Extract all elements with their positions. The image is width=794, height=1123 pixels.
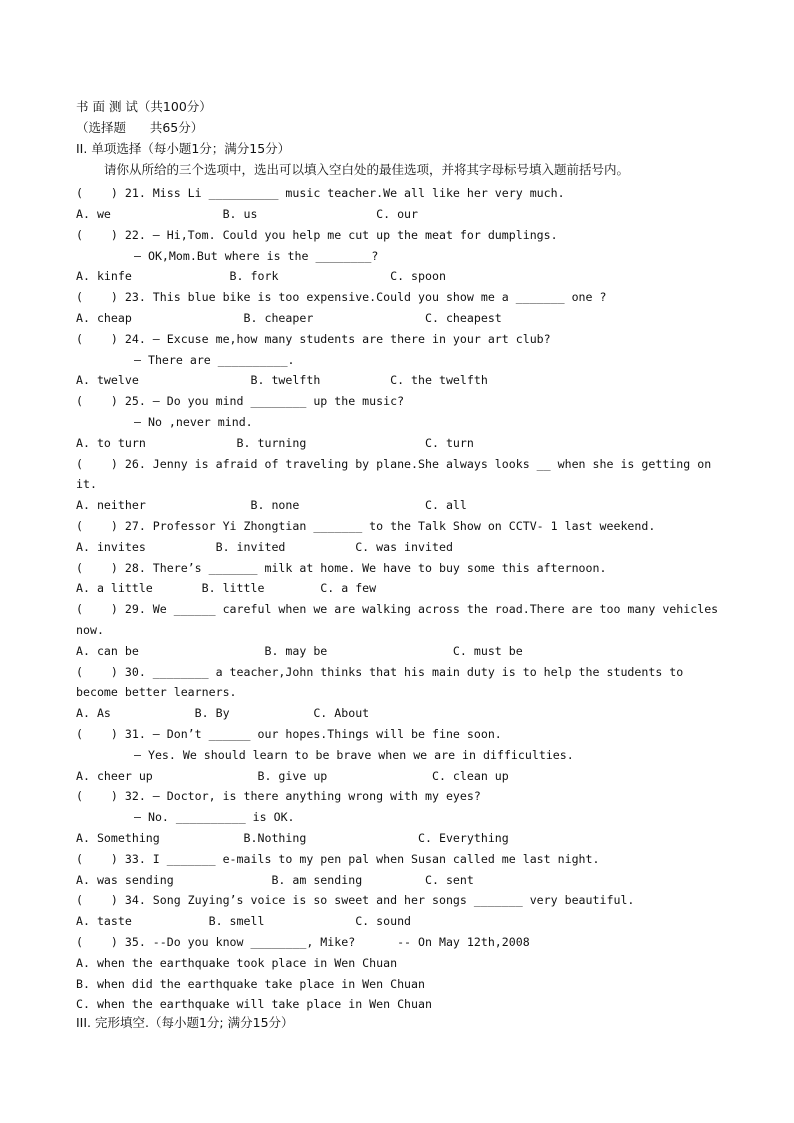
question-33-stem: ( ) 33. I _______ e-mails to my pen pal when Susan called me last night. [76, 852, 600, 866]
section-label: （选择题 共65分） [76, 120, 204, 135]
question-21-stem: ( ) 21. Miss Li __________ music teacher.We all like her very much. [76, 186, 565, 200]
question-27-options: A. invites B. invited C. was invited [76, 540, 453, 554]
question-26-stem: ( ) 26. Jenny is afraid of traveling by plane.She always looks __ when she is getting on [76, 457, 712, 471]
question-30-options: A. As B. By C. About [76, 706, 370, 720]
question-26-stem-2: it. [76, 477, 97, 491]
question-33-options: A. was sending B. am sending C. sent [76, 873, 474, 887]
question-22-options: A. kinfe B. fork C. spoon [76, 269, 446, 283]
question-23-stem: ( ) 23. This blue bike is too expensive.Could you show me a _______ one ? [76, 290, 607, 304]
question-35-option-c: C. when the earthquake will take place in Wen Chuan [76, 997, 432, 1011]
question-31-stem: ( ) 31. – Don’t ______ our hopes.Things will be fine soon. [76, 727, 502, 741]
question-35-option-a: A. when the earthquake took place in Wen Chuan [76, 956, 398, 970]
question-24-options: A. twelve B. twelfth C. the twelfth [76, 373, 488, 387]
question-29-stem-2: now. [76, 623, 104, 637]
part2-instruction: 请你从所给的三个选项中，选出可以填入空白处的最佳选项，并将其字母标号填入题前括号内。 [104, 162, 630, 177]
question-24-stem-2: – There are __________. [134, 353, 295, 367]
question-27-stem: ( ) 27. Professor Yi Zhongtian _______ to the Talk Show on CCTV- 1 last weekend. [76, 519, 656, 533]
question-28-options: A. a little B. little C. a few [76, 581, 377, 595]
question-25-options: A. to turn B. turning C. turn [76, 436, 474, 450]
question-25-stem: ( ) 25. – Do you mind ________ up the music? [76, 394, 405, 408]
question-26-options: A. neither B. none C. all [76, 498, 467, 512]
question-34-stem: ( ) 34. Song Zuying’s voice is so sweet and her songs _______ very beautiful. [76, 893, 635, 907]
question-25-stem-2: – No ,never mind. [134, 415, 253, 429]
part2-title: II. 单项选择（每小题1分；满分15分） [76, 141, 291, 156]
question-21-options: A. we B. us C. our [76, 207, 419, 221]
question-29-options: A. can be B. may be C. must be [76, 644, 523, 658]
question-30-stem-2: become better learners. [76, 685, 237, 699]
question-29-stem: ( ) 29. We ______ careful when we are walking across the road.There are too many vehicles [76, 602, 719, 616]
question-32-stem: ( ) 32. – Doctor, is there anything wrong with my eyes? [76, 789, 481, 803]
question-35-stem: ( ) 35. --Do you know ________, Mike? -- On May 12th,2008 [76, 935, 530, 949]
question-28-stem: ( ) 28. There’s _______ milk at home. We have to buy some this afternoon. [76, 561, 607, 575]
part3-title: III. 完形填空.（每小题1分; 满分15分） [76, 1015, 294, 1030]
question-22-stem-2: – OK,Mom.But where is the ________? [134, 249, 379, 263]
question-31-options: A. cheer up B. give up C. clean up [76, 769, 509, 783]
question-30-stem: ( ) 30. ________ a teacher,John thinks that his main duty is to help the students to [76, 665, 684, 679]
question-22-stem: ( ) 22. – Hi,Tom. Could you help me cut up the meat for dumplings. [76, 228, 558, 242]
question-34-options: A. taste B. smell C. sound [76, 914, 412, 928]
test-title: 书 面 测 试（共100分） [76, 99, 212, 114]
question-31-stem-2: – Yes. We should learn to be brave when we are in difficulties. [134, 748, 574, 762]
question-32-stem-2: – No. __________ is OK. [134, 810, 295, 824]
question-23-options: A. cheap B. cheaper C. cheapest [76, 311, 502, 325]
question-24-stem: ( ) 24. – Excuse me,how many students are there in your art club? [76, 332, 551, 346]
question-35-option-b: B. when did the earthquake take place in Wen Chuan [76, 977, 426, 991]
question-32-options: A. Something B.Nothing C. Everything [76, 831, 509, 845]
